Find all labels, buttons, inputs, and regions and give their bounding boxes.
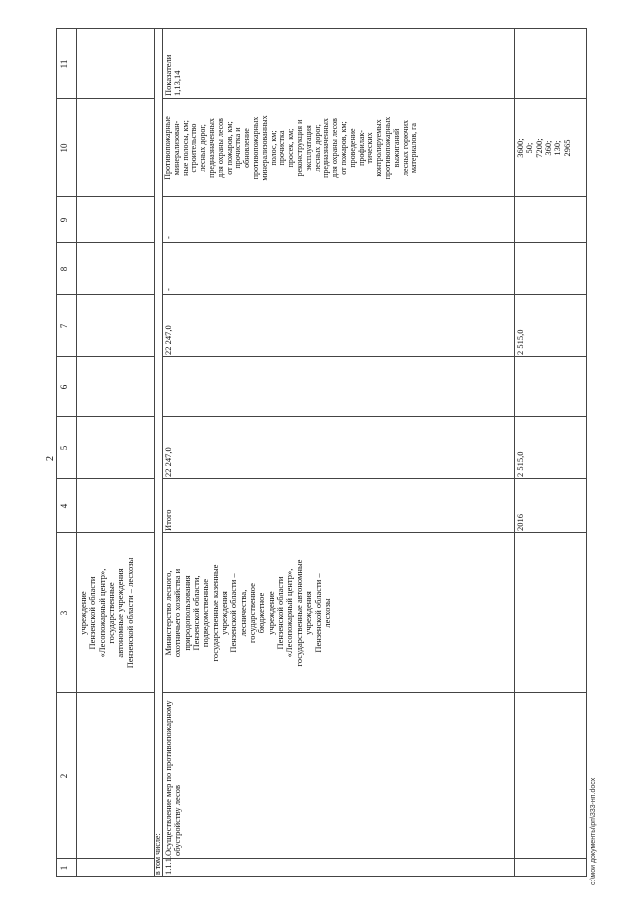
col-line-1	[56, 858, 154, 859]
year-col7: 2 515,0	[515, 329, 525, 355]
header-col-6: 6	[59, 384, 69, 390]
col-line-3b	[162, 532, 587, 533]
header-col-1: 1	[59, 865, 69, 871]
total-col8: -	[163, 288, 173, 291]
col-line-2b	[162, 692, 587, 693]
page-number: 2	[45, 456, 56, 461]
total-col5: 22 247,0	[163, 447, 173, 477]
col-line-5b	[162, 416, 587, 417]
year-values: 3600; 50; 7200; 360; 130; 2965	[515, 138, 572, 158]
table-border-top	[56, 28, 57, 877]
col-line-7	[56, 294, 154, 295]
total-col9: -	[163, 236, 173, 239]
year-col5: 2 515,0	[515, 451, 525, 477]
col-line-8	[56, 242, 154, 243]
table-border-right	[56, 28, 587, 29]
col-line-4	[56, 478, 154, 479]
section-label: в том числе:	[153, 833, 162, 875]
table-border-left	[56, 876, 587, 877]
header-col-2: 2	[59, 773, 69, 779]
indicators-text: Противопожарные минерализован- ные полосы, км; строительство лесных дорог, предназначенных для охраны лесов от пожаров, км; прочистка и обновление противопожарных минерализованных полос, км; прочистка просек, км; реконструкция и эксплуатация лесных дорог, предназначенных для охраны лесов от пожаров, км; проведение профилак- тических контролируемых противопожарных выжиганий лесных горючих материалов, га	[163, 115, 419, 181]
header-col-5: 5	[59, 445, 69, 451]
col-line-2	[56, 692, 154, 693]
col-line-6	[56, 356, 154, 357]
header-row-line	[76, 28, 77, 877]
header-col-8: 8	[59, 266, 69, 272]
col-line-10b	[162, 98, 587, 99]
header-col-9: 9	[59, 217, 69, 223]
header-col-3: 3	[59, 610, 69, 616]
col-line-9b	[162, 196, 587, 197]
col-line-5	[56, 416, 154, 417]
header-col-4: 4	[59, 503, 69, 509]
col-line-7b	[162, 294, 587, 295]
activity-text: Осуществление мер по противопожарному обустройству лесов	[163, 700, 183, 856]
total-col7: 22 247,0	[163, 325, 173, 355]
col-line-10	[56, 98, 154, 99]
header-col-10: 10	[59, 143, 69, 153]
col-line-6b	[162, 356, 587, 357]
col-line-1b	[162, 858, 587, 859]
table-border-bottom	[586, 28, 587, 877]
col-line-3	[56, 532, 154, 533]
col-line-4b	[162, 478, 587, 479]
year-label: 2016	[515, 514, 525, 531]
total-label: Итого	[163, 509, 173, 531]
continued-executors-text: учреждение Пензенской области «Лесопожарный центр», государственные автономные учреждения Пензенской области – лесхозы	[78, 557, 135, 669]
header-col-7: 7	[59, 323, 69, 329]
row-number: 1.1.1.	[163, 855, 173, 875]
header-col-11: 11	[59, 59, 69, 69]
footer-path: c:\мои документы\рп\333-нп.docx	[590, 777, 597, 885]
col-line-9	[56, 196, 154, 197]
executors-text: Министерство лесного, охотничьего хозяйства и природопользования Пензенской области, подведомственные государственные казенные учреждения Пензенской области – лесничества, государственное бюджетное учреждение Пензенской области «Лесопожарный центр», государственные автономные учреждения Пензенской области – лесхозы	[163, 559, 332, 667]
indicator-numbers: Показатели 1,13,14	[163, 54, 183, 96]
col-line-8b	[162, 242, 587, 243]
